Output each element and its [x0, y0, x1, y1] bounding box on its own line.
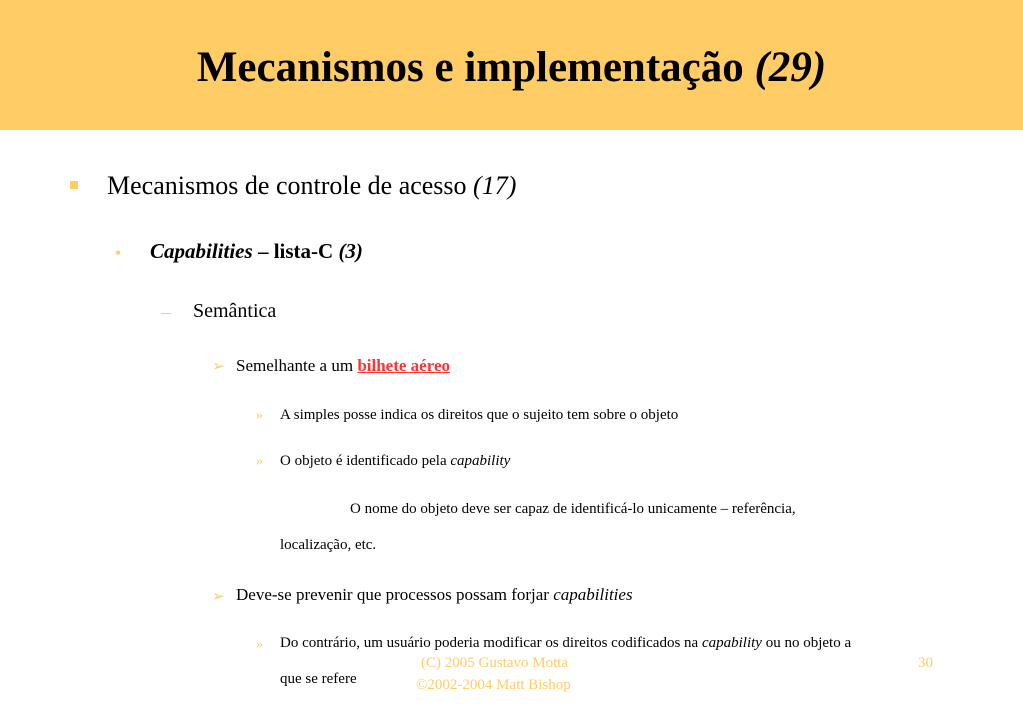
bullet-level-1-text: Mecanismos de controle de acesso: [107, 171, 467, 200]
page-number: 30: [918, 655, 933, 671]
slide-title: [0, 40, 1023, 96]
otherwise-continuation: que se refere: [280, 671, 357, 687]
identified-text: O objeto é identificado pela: [280, 453, 447, 469]
arrow-bullet-icon: ➢: [212, 359, 225, 375]
raquo-bullet-icon: »: [256, 454, 263, 469]
round-bullet-icon: •: [115, 243, 122, 263]
prevent-italic: capabilities: [553, 585, 633, 604]
bullet-level-4-ticket: [236, 353, 450, 379]
prevent-text: Deve-se prevenir que processos possam forjar: [236, 585, 549, 604]
lista-c-term: – lista-C: [257, 239, 334, 263]
ticket-text: Semelhante a um: [236, 356, 354, 375]
ticket-highlight: bilhete aéreo: [357, 356, 451, 375]
slide-title-text: Mecanismos e implementação: [196, 44, 744, 91]
dash-bullet-icon: –: [161, 301, 171, 323]
otherwise-text-a: Do contrário, um usuário poderia modificar os direitos codificados na: [280, 635, 699, 651]
square-bullet-icon: [70, 181, 78, 189]
object-name-text: O nome do objeto deve ser capaz de identificá-lo unicamente – referência,: [350, 501, 796, 517]
identified-italic: capability: [450, 453, 511, 469]
bullet-level-2-number: (3): [338, 239, 363, 263]
slide-title-number: (29): [754, 44, 827, 91]
otherwise-italic: capability: [701, 635, 762, 651]
object-name-continuation: localização, etc.: [280, 537, 377, 553]
arrow-bullet-icon: ➢: [212, 589, 225, 605]
footer-copyright-2: ©2002-2004 Matt Bishop: [416, 677, 571, 693]
capabilities-term: Capabilities: [150, 239, 253, 263]
bullet-level-3: Semântica: [193, 300, 277, 322]
raquo-bullet-icon: »: [256, 408, 263, 423]
bullet-level-5-identified: [280, 449, 510, 473]
bullet-level-1-number: (17): [473, 171, 517, 200]
bullet-level-5-otherwise: [280, 631, 851, 655]
otherwise-text-b: ou no objeto a: [765, 635, 852, 651]
bullet-level-5-possession: A simples posse indica os direitos que o sujeito tem sobre o objeto: [280, 407, 679, 423]
bullet-level-4-prevent: [236, 582, 633, 608]
raquo-bullet-icon: »: [256, 637, 263, 652]
footer-copyright-1: (C) 2005 Gustavo Motta: [421, 655, 569, 671]
bullet-level-2: [150, 236, 363, 266]
bullet-level-1: [107, 169, 516, 203]
